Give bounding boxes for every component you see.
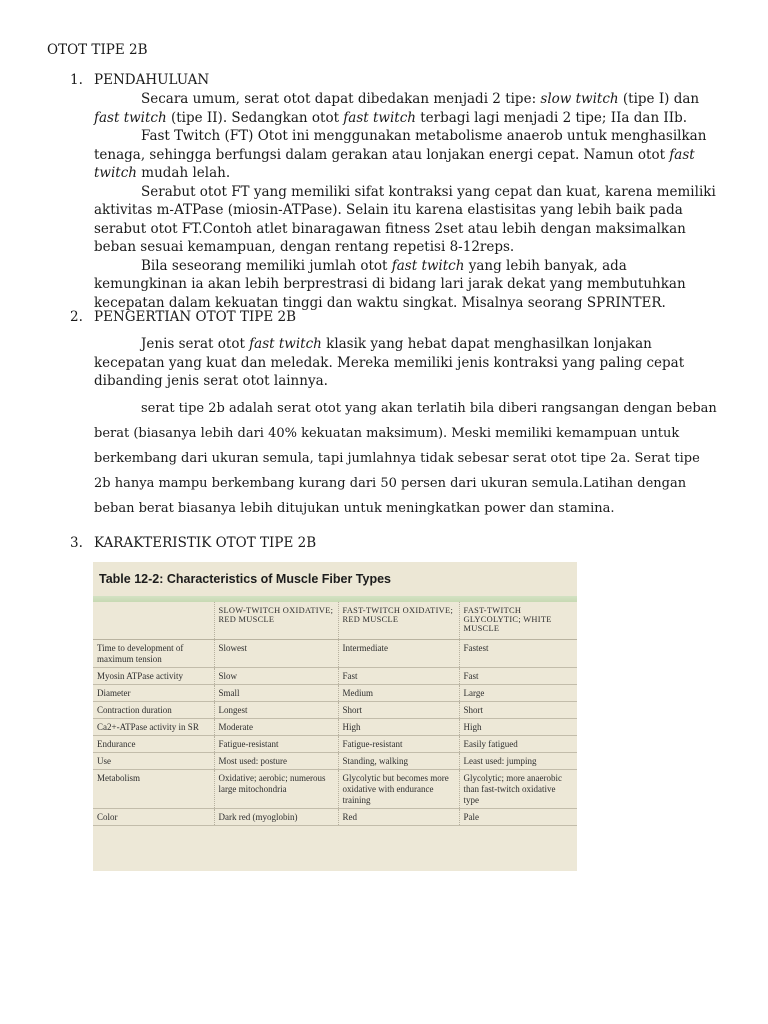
text-run: terbagi lagi menjadi 2 tipe; IIa dan IIb.	[415, 109, 688, 126]
row-label-cell: Ca2+-ATPase activity in SR	[93, 719, 214, 736]
document-title: OTOT TIPE 2B	[47, 42, 148, 58]
table-row	[93, 685, 577, 702]
table-cell: Small	[214, 685, 338, 702]
italic-term: fast twitch	[249, 336, 322, 352]
table-cell: Slowest	[214, 640, 338, 668]
muscle-fiber-table	[93, 602, 577, 826]
paragraph	[94, 90, 720, 127]
table-cell: Dark red (myoglobin)	[214, 809, 338, 826]
muscle-fiber-table-figure	[93, 562, 577, 871]
table-cell: Easily fatigued	[459, 736, 577, 753]
table-row	[93, 719, 577, 736]
italic-term: fast twitch	[94, 146, 695, 181]
table-cell: Standing, walking	[338, 753, 459, 770]
text-run: mudah lelah.	[136, 165, 231, 181]
italic-term: fast twitch	[391, 257, 465, 274]
text-run: klasik yang hebat dapat menghasilkan lonjakan kecepatan yang kuat dan meledak. Mereka memiliki jenis kontraksi yang paling cepat dibanding jenis serat otot lainnya.	[94, 336, 685, 389]
section-number: 1.	[70, 72, 83, 88]
italic-term: fast twitch	[94, 109, 167, 126]
table-cell: Least used: jumping	[459, 753, 577, 770]
table-cell: Short	[338, 702, 459, 719]
table-cell: Fast	[459, 668, 577, 685]
section-number: 2.	[70, 309, 83, 325]
row-label-cell: Myosin ATPase activity	[93, 668, 214, 685]
table-cell: High	[459, 719, 577, 736]
text-run: yang lebih banyak, ada kemungkinan ia akan lebih berprestrasi di bidang lari jarak dekat yang membutuhkan kecepatan dalam kekuatan tinggi dan waktu singkat. Misalnya seorang SPRINTER.	[94, 257, 686, 311]
table-cell: Fatigue-resistant	[214, 736, 338, 753]
row-label-cell: Time to development of maximum tension	[93, 640, 214, 668]
table-cell: Pale	[459, 809, 577, 826]
row-label-cell: Endurance	[93, 736, 214, 753]
text-run: Bila seseorang memiliki jumlah otot	[141, 257, 392, 274]
row-label-cell: Diameter	[93, 685, 214, 702]
section-title: PENGERTIAN OTOT TIPE 2B	[94, 309, 297, 325]
table-cell: Longest	[214, 702, 338, 719]
table-cell: Most used: posture	[214, 753, 338, 770]
text-run: Secara umum, serat otot dapat dibedakan menjadi 2 tipe:	[141, 91, 541, 107]
table-row	[93, 668, 577, 685]
table-cell: Intermediate	[338, 640, 459, 668]
paragraph	[94, 183, 720, 257]
table-cell: Short	[459, 702, 577, 719]
text-run: Jenis serat otot	[141, 336, 250, 352]
table-body	[93, 640, 577, 826]
table-cell: Moderate	[214, 719, 338, 736]
table-row	[93, 770, 577, 809]
row-label-cell: Color	[93, 809, 214, 826]
text-run: Serabut otot FT yang memiliki sifat kontraksi yang cepat dan kuat, karena memiliki aktivitas m-ATPase (miosin-ATPase). Selain itu karena elastisitas yang lebih baik pada serabut otot FT.Contoh atlet binaragawan fitness 2set atau lebih dengan maksimalkan beban sesuai kemampuan, dengan rentang repetisi 8-12reps.	[94, 183, 716, 255]
paragraph	[94, 396, 720, 521]
table-row	[93, 702, 577, 719]
text-run: (tipe II). Sedangkan otot	[166, 109, 344, 126]
table-row	[93, 753, 577, 770]
table-row	[93, 640, 577, 668]
section-heading-pendahuluan	[70, 72, 209, 88]
text-run: Fast Twitch (FT) Otot ini menggunakan metabolisme anaerob untuk menghasilkan tenaga, sehingga berfungsi dalam gerakan atau lonjakan energi cepat. Namun otot	[94, 128, 707, 163]
table-cell: Medium	[338, 685, 459, 702]
table-title: Table 12-2: Characteristics of Muscle Fiber Types	[93, 562, 577, 596]
section-title: KARAKTERISTIK OTOT TIPE 2B	[94, 535, 317, 551]
text-run: (tipe I) dan	[618, 91, 700, 107]
paragraph	[94, 127, 720, 183]
table-row	[93, 736, 577, 753]
italic-term: slow twitch	[540, 91, 619, 107]
table-cell: Glycolytic but becomes more oxidative with endurance training	[338, 770, 459, 809]
table-cell: Large	[459, 685, 577, 702]
section-number: 3.	[70, 535, 83, 551]
section-body	[94, 396, 720, 521]
column-header: FAST-TWITCH GLYCOLYTIC; WHITE MUSCLE	[459, 602, 577, 640]
paragraph	[94, 257, 720, 313]
row-label-cell: Use	[93, 753, 214, 770]
table-cell: Glycolytic; more anaerobic than fast-twitch oxidative type	[459, 770, 577, 809]
table-cell: Fast	[338, 668, 459, 685]
table-header-row	[93, 602, 577, 640]
table-cell: High	[338, 719, 459, 736]
paragraph	[94, 335, 720, 391]
text-run: serat tipe 2b adalah serat otot yang akan terlatih bila diberi rangsangan dengan beban berat (biasanya lebih dari 40% kekuatan maksimum). Meski memiliki kemampuan untuk berkembang dari ukuran semula, tapi jumlahnya tidak sebesar serat otot tipe 2a. Serat tipe 2b hanya mampu berkembang kurang dari 50 persen dari ukuran semula.Latihan dengan beban berat biasanya lebih ditujukan untuk meningkatkan power dan stamina.	[94, 401, 717, 516]
table-cell: Red	[338, 809, 459, 826]
row-label-cell: Metabolism	[93, 770, 214, 809]
column-header	[93, 602, 214, 640]
italic-term: fast twitch	[343, 109, 416, 126]
row-label-cell: Contraction duration	[93, 702, 214, 719]
table-cell: Oxidative; aerobic; numerous large mitochondria	[214, 770, 338, 809]
table-cell: Fastest	[459, 640, 577, 668]
section-body	[94, 90, 720, 312]
section-heading-karakteristik	[70, 535, 316, 551]
table-row	[93, 809, 577, 826]
section-body	[94, 335, 720, 391]
section-heading-pengertian	[70, 309, 296, 325]
column-header: SLOW-TWITCH OXIDATIVE; RED MUSCLE	[214, 602, 338, 640]
column-header: FAST-TWITCH OXIDATIVE; RED MUSCLE	[338, 602, 459, 640]
table-cell: Slow	[214, 668, 338, 685]
table-cell: Fatigue-resistant	[338, 736, 459, 753]
section-title: PENDAHULUAN	[94, 72, 210, 88]
